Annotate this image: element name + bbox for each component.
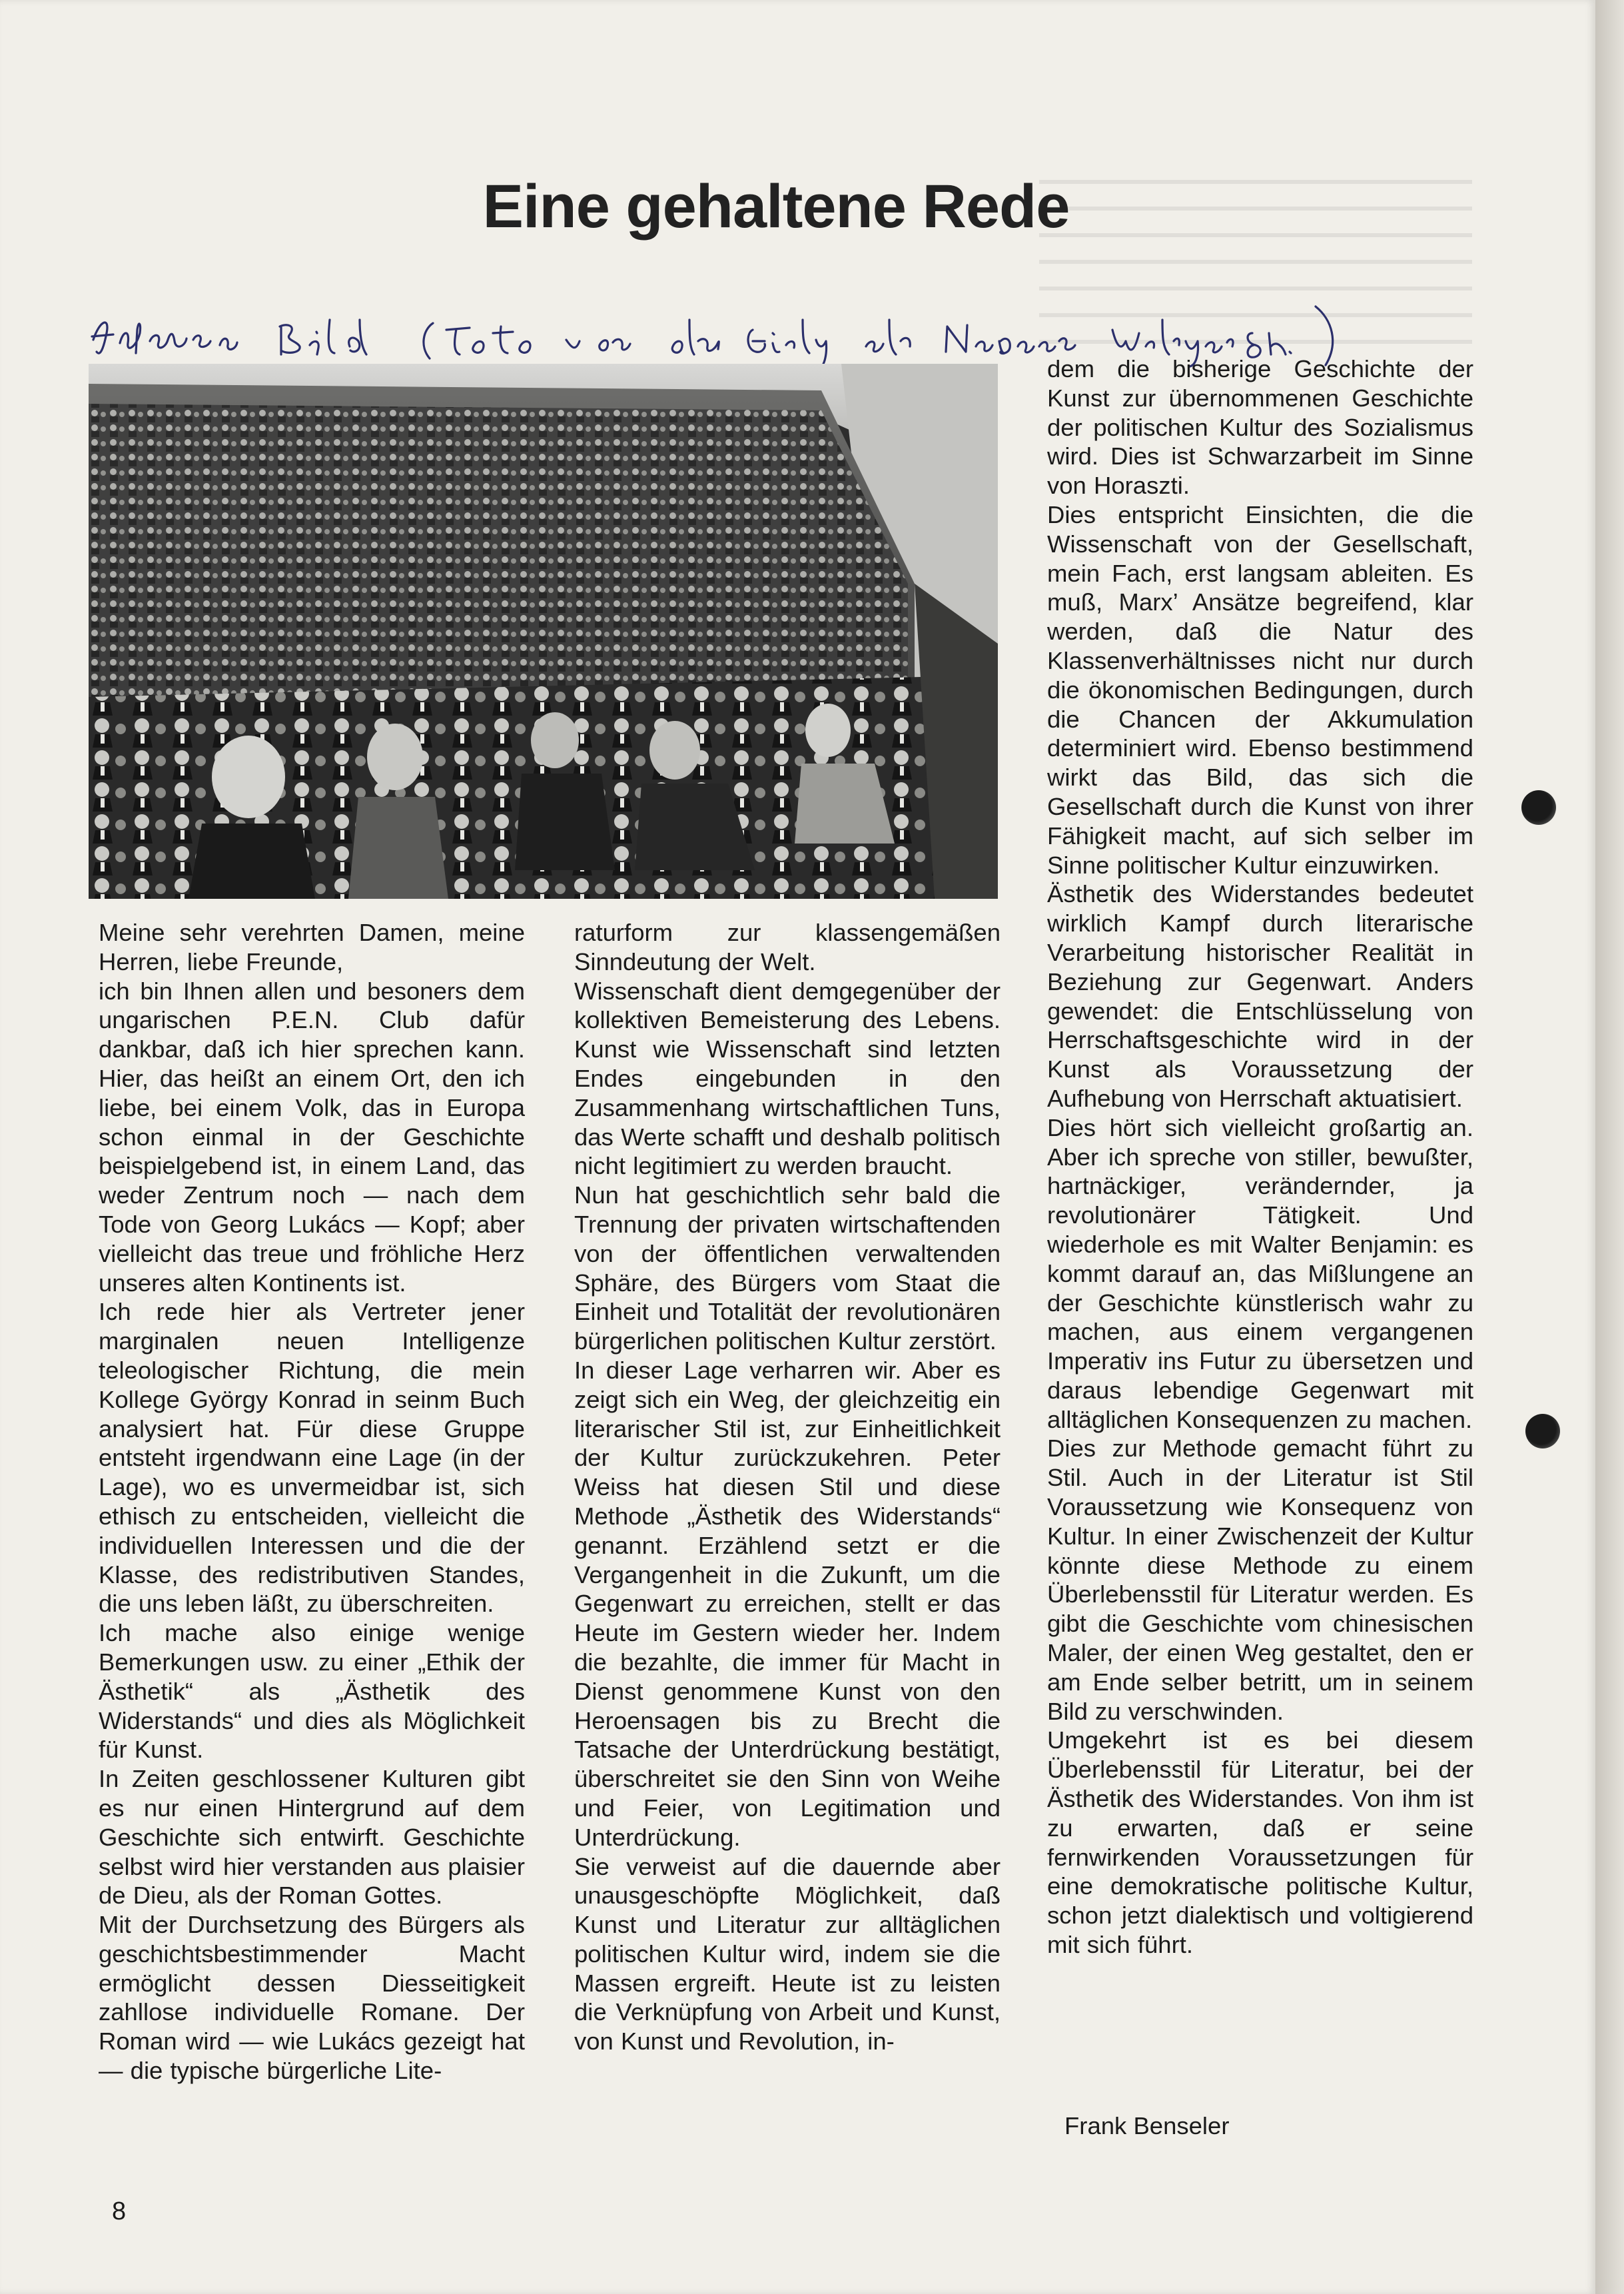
- author-signature: Frank Benseler: [1064, 2112, 1230, 2139]
- article-column-3: dem die bisherige Geschichte der Kunst zur übernommenen Geschichte der politischen Kultur des Sozialismus wird. Dies ist Schwarzarbeit im Sinne von Horaszti. Dies entspricht Einsichten, die die Wissenschaft von der Gesellschaft, mein Fach, erst langsam ableiten. Es muß, Marx’ Ansätze begreifend, klar werden, daß die Natur des Klassenverhältnisses nicht nur durch die ökonomischen Bedingungen, durch die Chancen der Akkumulation determiniert wird. Ebenso bestimmend wirkt das Bild, das sich die Gesellschaft durch die Kunst von ihrer Fähigkeit macht, auf sich selber im Sinne politischer Kultur einzuwirken. Ästhetik des Widerstandes bedeutet wirklich Kampf durch literarische Verarbeitung historischer Realität in Beziehung zur Gegenwart. Anders gewendet: die Entschlüsselung von Herrschaftsgeschichte wird in der Kunst als Voraussetzung der Aufhebung von Herrschaft aktuatisiert. Dies hört sich vielleicht großartig an. Aber ich spreche von stiller, bewußter, hartnäckiger, verändernder, ja revolutionärer Tätigkeit. Und wiederhole es mit Walter Benjamin: es kommt darauf an, das Mißlungene an der Geschichte künstlerisch wahr zu machen, aus einem vergangenen Imperativ ins Futur zu übersetzen und daraus lebendige Gegenwart mit alltäglichen Konsequenzen zu machen. Dies zur Methode gemacht führt zu Stil. Auch in der Literatur ist Stil Voraussetzung wie Konsequenz von Kultur. In einer Zwischenzeit der Kultur könnte diese Methode zu einem Überlebensstil für Literatur werden. Es gibt die Geschichte vom chinesischen Maler, der einen Weg gestaltet, den er am Ende selber betritt, um in seinem Bild zu verschwinden. Umgekehrt ist es bei diesem Überlebensstil für Literatur, bei der Ästhetik des Widerstandes. Von ihm ist zu erwarten, daß er seine fernwirkenden Voraussetzungen für eine demokratische politische Kultur, schon jetzt dialektisch und voltigierend mit sich führt.: [1047, 355, 1473, 1959]
- auditorium-photo-image: [89, 364, 998, 899]
- article-column-1: Meine sehr verehrten Damen, meine Herren, liebe Freunde, ich bin Ihnen allen und besoners dem ungarischen P.E.N. Club dafür dankbar, daß ich hier sprechen kann. Hier, das heißt an einem Ort, den ich liebe, bei einem Volk, das in Europa schon einmal in der Geschichte beispielgebend ist, in einem Land, das weder Zentrum noch — nach dem Tode von Georg Lukács — Kopf; aber vielleicht das treue und fröhliche Herz unseres alten Kontinents ist. Ich rede hier als Vertreter jener marginalen neuen Intelligenze teleologischer Richtung, die mein Kollege György Konrad in seinm Buch analysiert hat. Für diese Gruppe entsteht irgendwann eine Lage (in der Lage), wo es unvermeidbar ist, sich ethisch zu entscheiden, vielleicht die individuellen Interessen und die der Klasse, des redistributiven Standes, die uns leben läßt, zu überschreiten. Ich mache also einige wenige Bemerkungen usw. zu einer „Ethik der Ästhetik“ als „Ästhetik des Widerstands“ und dies als Möglichkeit für Kunst. In Zeiten geschlossener Kulturen gibt es nur einen Hintergrund auf dem Geschichte sich entwirft. Geschichte selbst wird hier verstanden aus plaisier de Dieu, als der Roman Gottes. Mit der Durchsetzung des Bürgers als geschichtsbestimmender Macht ermöglicht dessen Diesseitigkeit zahllose individuelle Romane. Der Roman wird — wie Lukács gezeigt hat — die typische bürgerliche Lite-: [99, 919, 525, 2085]
- punch-hole: [1525, 1414, 1560, 1448]
- photo-auditorium-audience: [89, 364, 998, 899]
- page-edge: [1595, 0, 1624, 2294]
- article-title: Eine gehaltene Rede: [482, 173, 1070, 241]
- punch-hole: [1521, 790, 1556, 825]
- article-column-2: raturform zur klassengemäßen Sinndeutung der Welt. Wissenschaft dient demgegenüber der kollektiven Bemeisterung des Lebens. Kunst wie Wissenschaft sind letzten Endes eingebunden in den Zusammenhang wirtschaftlichen Tuns, das Werte schafft und deshalb politisch nicht legitimiert zu werden braucht. Nun hat geschichtlich sehr bald die Trennung der privaten wirtschaftenden von der öffentlichen verwaltenden Sphäre, des Bürgers vom Staat die Einheit und Totalität der revolutionären bürgerlichen politischen Kultur zerstört. In dieser Lage verharren wir. Aber es zeigt sich ein Weg, der gleichzeitig ein literarischer Stil ist, zur Einheitlichkeit der Kultur zurückzukehren. Peter Weiss hat diesen Stil und diese Methode „Ästhetik des Widerstands“ genannt. Erzählend setzt er die Vergangenheit in die Zukunft, um die Gegenwart zu erreichen, stellt er das Heute im Gestern wieder her. Indem die bezahlte, die immer für Macht in Dienst genommene Kunst von den Heroensagen bis zu Brecht die Tatsache der Unterdrückung bestätigt, überschreitet sie den Sinn von Weihe und Feier, von Legitimation und Unterdrückung. Sie verweist auf die dauernde aber unausgeschöpfte Möglichkeit, daß Kunst und Literatur zur alltäglichen politischen Kultur wird, indem sie die Massen ergreift. Heute ist zu leisten die Verknüpfung von Arbeit und Kunst, von Kunst und Revolution, in-: [574, 919, 1001, 2055]
- page-number: 8: [112, 2197, 127, 2225]
